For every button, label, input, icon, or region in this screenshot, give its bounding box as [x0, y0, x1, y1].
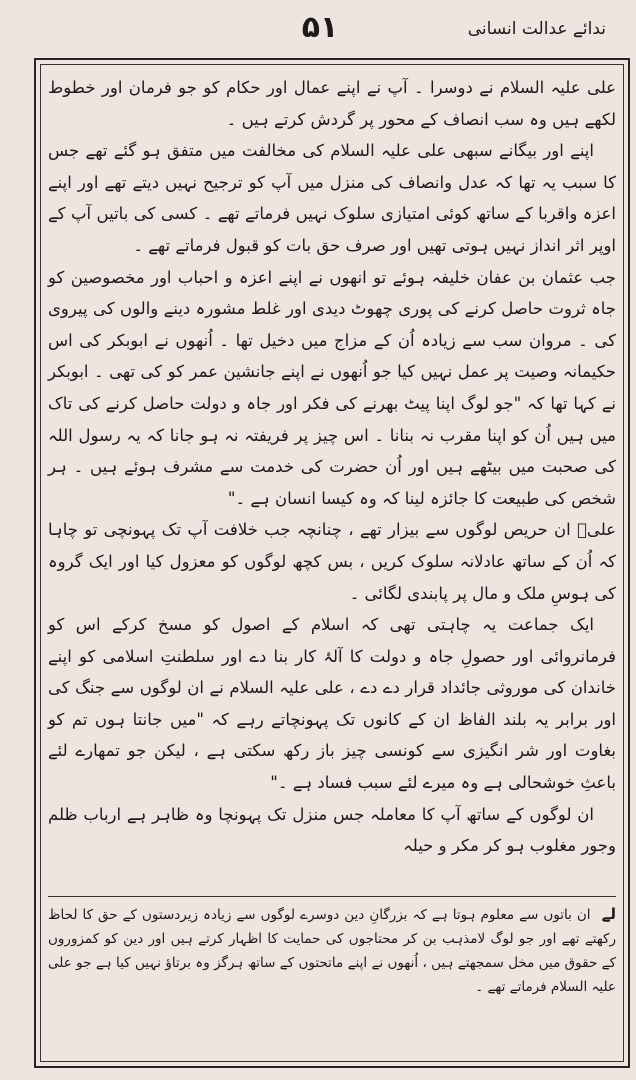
paragraph-5: ایک جماعت یہ چاہتی تھی کہ اسلام کے اصول کو مسخ کرکے اس کو فرمانروائی اور حصولِ جاہ و دولت کا آلۂ کار بنا دے اور سلطنتِ اسلامی کو اپنے خاندان کی موروثی جائداد قرار دے دے ، علی علیہ السلام نے ان لوگوں سے جنگ کی اور برابر یہ بلند الفاظ ان کے کانوں تک پہونچاتے رہے کہ "میں جانتا ہوں تم کو بغاوت اور شر انگیزی سے کونسی چیز باز رکھ سکتی ہے ، لیکن جو تمھارے لئے باعثِ خوشحالی ہے وہ میرے لئے سبب فساد ہے ۔": [48, 615, 616, 793]
footnote-marker: لے: [601, 905, 617, 923]
paragraph-2: اپنے اور بیگانے سبھی علی علیہ السلام کی مخالفت میں متفق ہو گئے تھے جس کا سبب یہ تھا کہ عدل وانصاف کی منزل میں آپ کو ترجیح نہیں دیتے تھے اور اپنے اعزہ واقربا کے ساتھ کوئی امتیازی سلوک نہیں فرماتے تھے ۔ کسی کی باتیں آپ کے اوپر اثر انداز نہیں ہوتی تھیں اور صرف حق بات کو قبول فرماتے تھے ۔: [48, 141, 616, 255]
footnote-text: ان باتوں سے معلوم ہوتا ہے کہ بزرگانِ دین دوسرے لوگوں سے زیادہ زیردستوں کے حق کا لحاظ رکھتے تھے اور جو لوگ لامذہب بن کر محتاجوں کی حمایت کا اظہار کرتے ہیں اور دین کو کمزوروں کے حقوق میں مخل سمجھتے ہیں ، اُنھوں نے اپنے ماتحتوں کے ساتھ ہرگز وہ برتاؤ نہیں کیا ہے جو علی علیہ السلام فرماتے تھے ۔: [48, 907, 616, 995]
running-title: ندائے عدالت انسانی: [467, 19, 606, 39]
paragraph-3: جب عثمان بن عفان خلیفہ ہوئے تو انھوں نے اپنے اعزہ و احباب اور مخصوصین کو جاہ ثروت حاصل کرنے کی پوری چھوٹ دیدی اور غلط مشورہ دینے والوں کی پیروی کی ۔ مروان سب سے زیادہ اُن کے مزاج میں دخیل تھا ۔ اُنھوں نے ابوبکر کی اس حکیمانہ وصیت پر عمل نہیں کیا جو اُنھوں نے اپنے جانشین عمر کو کی تھی ۔ ابوبکر نے کہا تھا کہ "جو لوگ اپنا پیٹ بھرنے کی فکر اور جاہ و دولت حاصل کرنے کی تاک میں ہیں اُن کو اپنا مقرب نہ بنانا ۔ اس چیز پر فریفتہ نہ ہو جانا کہ یہ رسول اللہ کی صحبت میں بیٹھے ہیں اور اُن حضرت کی خدمت سے مشرف ہوئے ہیں ۔ ہر شخص کی طبیعت کا جائزہ لینا کہ وہ کیسا انسان ہے ۔": [48, 267, 616, 508]
paragraph-6: ان لوگوں کے ساتھ آپ کا معاملہ جس منزل تک پہونچا وہ ظاہر ہے ارباب ظلم وجور مغلوب ہو کر مکر و حیلہ: [48, 804, 616, 856]
footnote-divider: [48, 896, 616, 897]
main-text: [48, 72, 616, 862]
paragraph-4: علیؑ ان حریص لوگوں سے بیزار تھے ، چنانچہ جب خلافت آپ تک پہونچی تو چاہا کہ اُن کے ساتھ عادلانہ سلوک کریں ، بس کچھ لوگوں کو معزول کیا اور ایک گروہ کی ہوسِ ملک و مال پر پابندی لگائی ۔: [48, 520, 616, 603]
page-number: ۵۱: [301, 10, 339, 45]
paragraph-1: [48, 72, 616, 135]
footnote: [48, 902, 616, 999]
paragraph-1-text: علی علیہ السلام نے دوسرا ۔ آپ نے اپنے عمال اور حکام کو جو فرمان اور خطوط لکھے ہیں وہ سب انصاف کے محور پر گردش کرتے ہیں ۔: [48, 78, 616, 129]
